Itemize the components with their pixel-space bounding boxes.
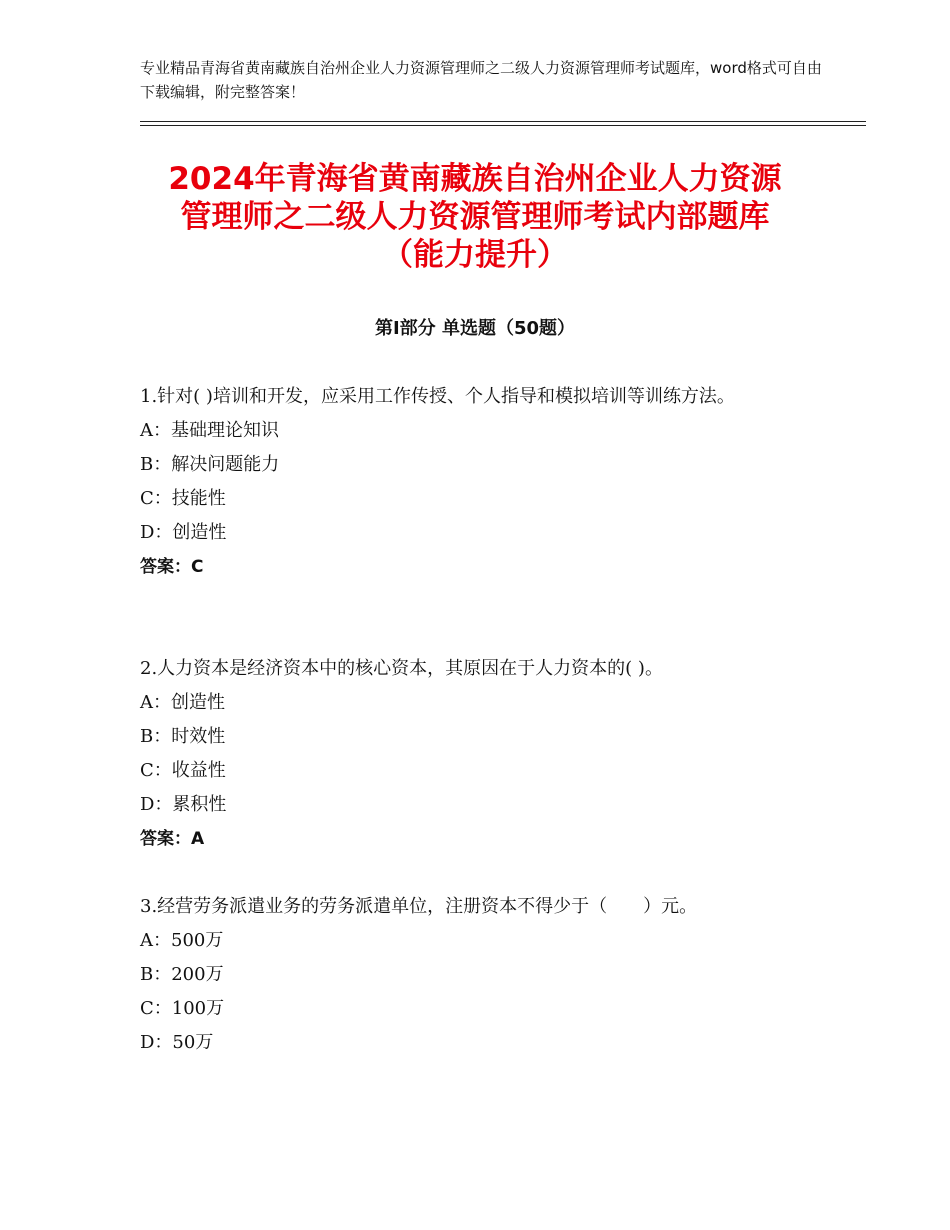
option-b: B：时效性: [140, 726, 226, 747]
option-b: B：解决问题能力: [140, 454, 280, 475]
header-rule-bottom: [140, 125, 866, 126]
option-d: D：创造性: [140, 522, 227, 543]
option-a: A：500万: [140, 930, 224, 951]
question-stem: 1.针对( )培训和开发，应采用工作传授、个人指导和模拟培训等训练方法。: [140, 386, 735, 407]
option-a: A：基础理论知识: [140, 420, 279, 441]
option-c: C：100万: [140, 998, 225, 1019]
option-b: B：200万: [140, 964, 224, 985]
question-3: [140, 890, 820, 1060]
title-line: 管理师之二级人力资源管理师考试内部题库: [180, 199, 770, 235]
header-rule-top: [140, 121, 866, 122]
question-stem: 2.人力资本是经济资本中的核心资本，其原因在于人力资本的( )。: [140, 658, 663, 679]
section-title: 第Ⅰ部分 单选题（50题）: [374, 318, 575, 339]
question-2: [140, 652, 820, 856]
title-line: 2024年青海省黄南藏族自治州企业人力资源: [168, 161, 782, 197]
option-d: D：累积性: [140, 794, 227, 815]
option-a: A：创造性: [140, 692, 225, 713]
option-d: D：50万: [140, 1032, 214, 1053]
option-c: C：收益性: [140, 760, 226, 781]
title-line: （能力提升）: [382, 237, 568, 273]
question-stem: 3.经营劳务派遣业务的劳务派遣单位，注册资本不得少于（ ）元。: [140, 896, 698, 917]
question-1: [140, 380, 820, 584]
answer: 答案：A: [140, 829, 205, 849]
header-note: 专业精品青海省黄南藏族自治州企业人力资源管理师之二级人力资源管理师考试题库，word格式可自由下载编辑，附完整答案！: [140, 59, 822, 101]
answer: 答案：C: [140, 557, 204, 577]
option-c: C：技能性: [140, 488, 226, 509]
document-title: [100, 160, 850, 274]
